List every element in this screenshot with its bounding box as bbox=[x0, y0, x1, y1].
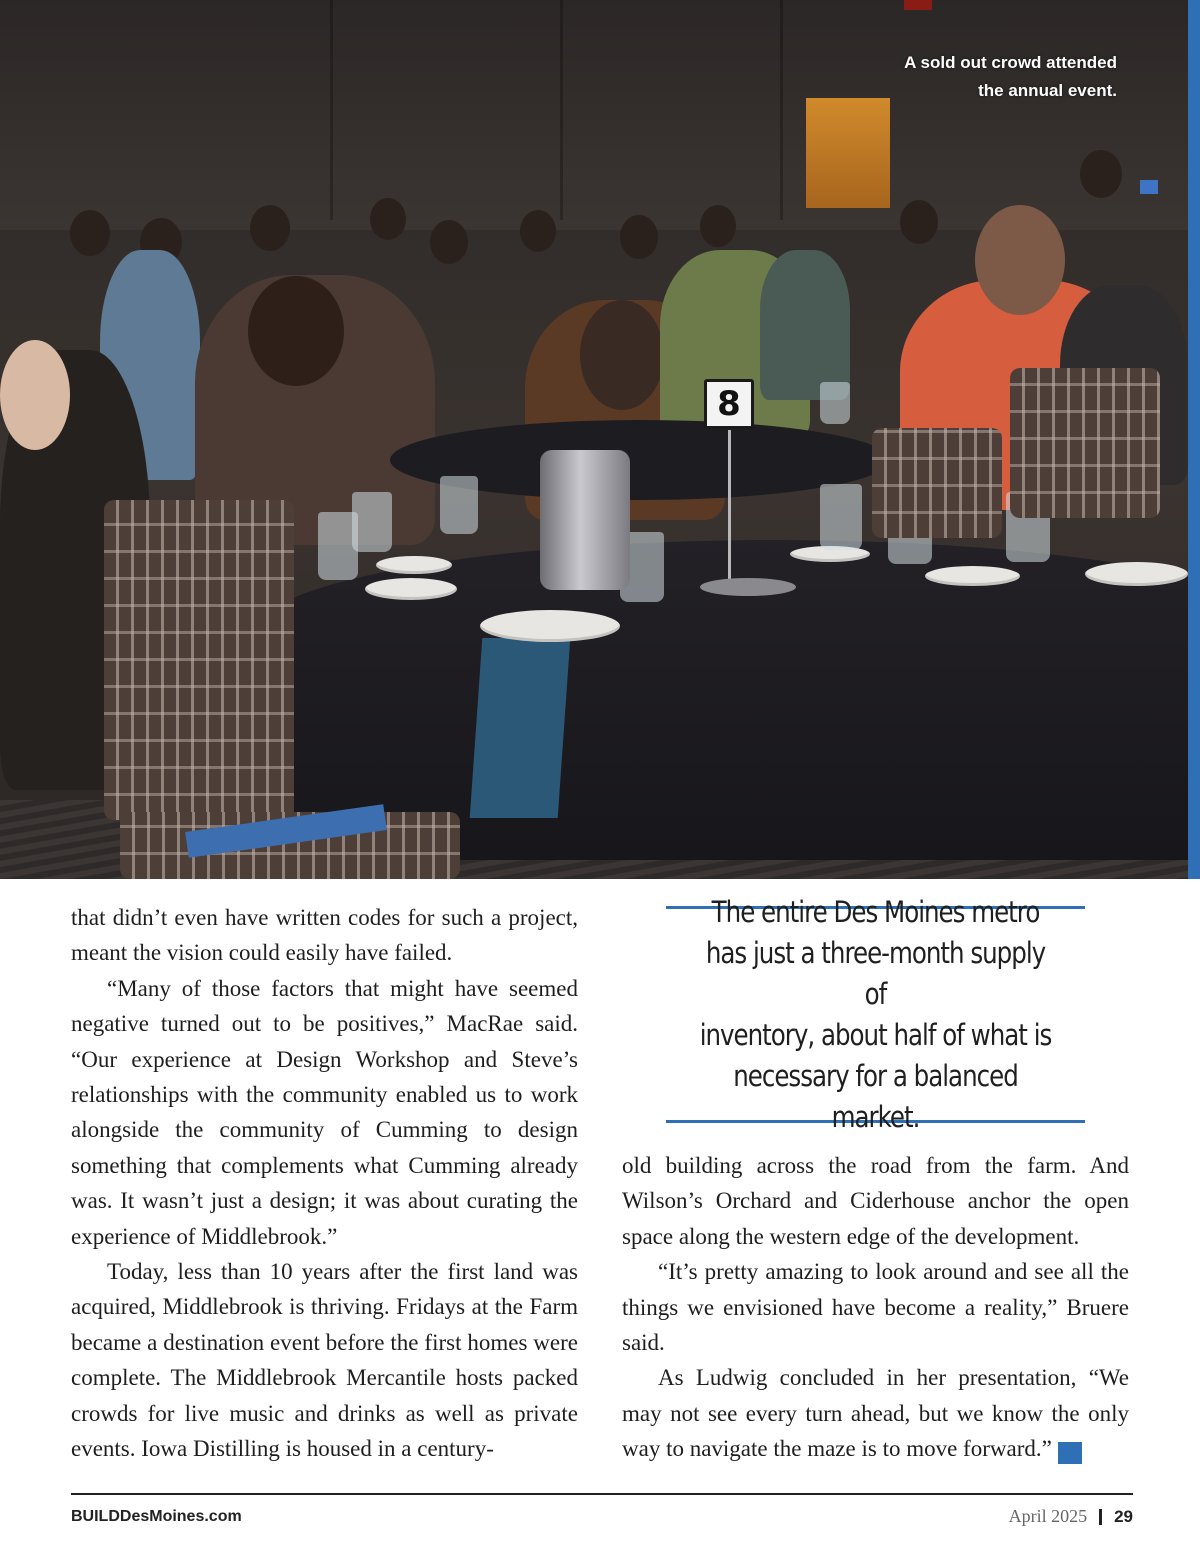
water-pitcher bbox=[540, 450, 630, 590]
caption-line: A sold out crowd attended bbox=[904, 53, 1117, 72]
pull-quote-line: The entire Des Moines metro bbox=[711, 894, 1040, 929]
water-glass bbox=[820, 484, 862, 550]
article-paragraph: old building across the road from the farm. And Wilson’s Orchard and Ciderhouse anchor the open space along the western edge of the development. bbox=[622, 1153, 1129, 1249]
dessert-plate bbox=[376, 556, 452, 574]
water-glass bbox=[440, 476, 478, 534]
salad-plate bbox=[1085, 562, 1188, 586]
article-column-left bbox=[71, 900, 578, 1467]
footer-rule bbox=[71, 1493, 1133, 1495]
crowd-head bbox=[620, 215, 658, 259]
article-paragraph: “Many of those factors that might have seemed negative turned out to be positives,” MacRae said. “Our experience at Design Workshop and Steve’s relationships with the community enabled us to work alongside the community of Cumming to design something that complements what Cumming already was. It wasn’t just a design; it was about curating the experience of Middlebrook.” bbox=[71, 975, 578, 1249]
page-edge-accent bbox=[1188, 0, 1200, 879]
blue-napkin bbox=[470, 638, 571, 818]
attendee-head bbox=[975, 205, 1065, 315]
pull-quote-text bbox=[683, 892, 1068, 1138]
footer-issue-date: April 2025 bbox=[1008, 1506, 1088, 1526]
crowd-head bbox=[900, 200, 938, 244]
attendee bbox=[760, 250, 850, 400]
patterned-chair bbox=[872, 428, 1002, 538]
footer-site: BUILDDesMoines.com bbox=[71, 1508, 242, 1525]
end-of-article-icon: B bbox=[1058, 1442, 1082, 1464]
crowd-head bbox=[700, 205, 736, 247]
table-number-card: 8 bbox=[704, 379, 754, 429]
crowd-head bbox=[520, 210, 556, 252]
page-number: 29 bbox=[1114, 1506, 1133, 1526]
article-paragraph: “It’s pretty amazing to look around and see all the things we envisioned have become a reality,” Bruere said. bbox=[622, 1259, 1129, 1356]
article-paragraph-final bbox=[622, 1360, 1129, 1466]
wall-sign bbox=[1140, 180, 1158, 194]
ballroom-wall bbox=[0, 0, 1188, 230]
table-card-base bbox=[700, 578, 796, 596]
water-glass bbox=[820, 382, 850, 424]
exit-sign bbox=[904, 0, 932, 10]
patterned-chair bbox=[1010, 368, 1160, 518]
crowd-head bbox=[1080, 150, 1122, 198]
crowd-head bbox=[370, 198, 406, 240]
wall-panel-line bbox=[780, 0, 783, 220]
lit-doorway bbox=[806, 98, 890, 208]
article-paragraph: Today, less than 10 years after the first land was acquired, Middlebrook is thriving. Fridays at the Farm became a destination event before the first homes were complete. The Middlebrook Mercantile hosts packed crowds for live music and drinks as well as private events. Iowa Distilling is housed in a century- bbox=[71, 1259, 578, 1462]
attendee-head bbox=[580, 300, 664, 410]
footer-folio bbox=[1009, 1506, 1133, 1527]
pull-quote bbox=[666, 894, 1085, 1134]
wall-panel-line bbox=[330, 0, 333, 220]
crowd-head bbox=[430, 220, 468, 264]
footer-separator bbox=[1099, 1509, 1102, 1525]
dessert-plate bbox=[925, 566, 1020, 586]
water-glass bbox=[352, 492, 392, 552]
attendee-head bbox=[0, 340, 70, 450]
caption-line: the annual event. bbox=[978, 81, 1117, 100]
dessert-plate bbox=[365, 578, 457, 600]
attendee-head bbox=[248, 276, 344, 386]
crowd-head bbox=[70, 210, 110, 256]
wall-panel-line bbox=[560, 0, 563, 220]
table-card-stand bbox=[728, 430, 731, 590]
article-paragraph-text: As Ludwig concluded in her presentation, “We may not see every turn ahead, but we know the only way to navigate the maze is to move forward.” bbox=[622, 1365, 1129, 1462]
pull-quote-line: has just a three-month supply of bbox=[705, 935, 1046, 1011]
pull-quote-line: inventory, about half of what is bbox=[699, 1017, 1052, 1052]
photo-caption bbox=[904, 49, 1117, 105]
salad-plate bbox=[480, 610, 620, 642]
article-paragraph: that didn’t even have written codes for such a project, meant the vision could easily have failed. bbox=[71, 905, 578, 966]
crowd-head bbox=[250, 205, 290, 251]
patterned-chair bbox=[104, 500, 294, 820]
article-column-right bbox=[622, 1148, 1129, 1467]
pull-quote-line: necessary for a balanced market. bbox=[733, 1058, 1018, 1134]
